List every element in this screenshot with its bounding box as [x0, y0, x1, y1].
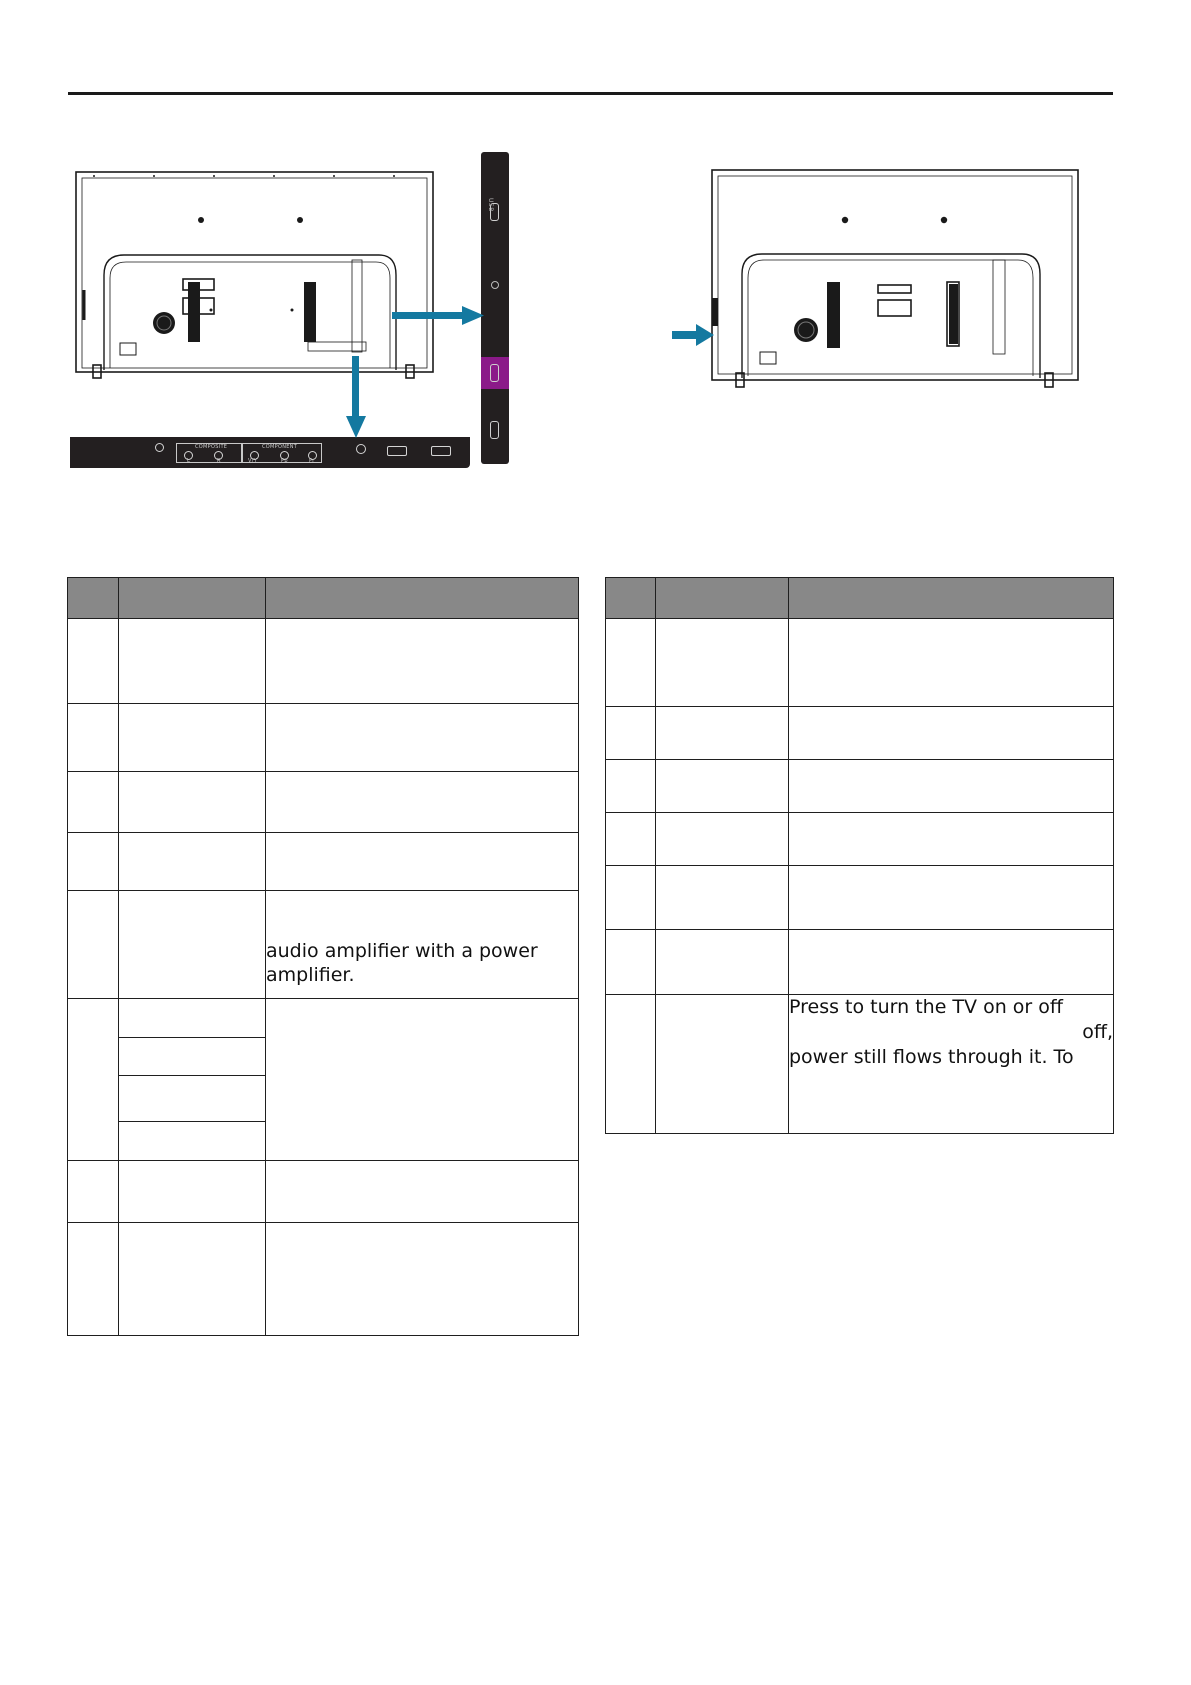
table-row — [68, 619, 579, 704]
table-row — [606, 760, 1114, 813]
row-description — [789, 619, 1114, 707]
description-line: Press to turn the TV on or off — [789, 996, 1063, 1018]
row-name — [656, 619, 789, 707]
row-description — [266, 891, 579, 999]
hdmi-port-icon — [490, 364, 499, 382]
left-spec-table — [67, 577, 579, 1336]
tv-back-illustration-left — [74, 170, 438, 390]
component-label: COMPONENT — [262, 444, 298, 450]
table-header-row — [68, 578, 579, 619]
header-cell-no — [606, 578, 656, 619]
table-row — [68, 891, 579, 999]
row-number — [68, 891, 119, 999]
row-number — [606, 707, 656, 760]
jack-label-pr: Pr — [309, 458, 315, 464]
row-number — [68, 1161, 119, 1223]
row-name — [119, 704, 266, 772]
table-row — [606, 619, 1114, 707]
jack-label-l: L — [187, 458, 191, 464]
hdmi-bottom-port-icon-2 — [431, 446, 451, 456]
jack-label-pb: Pb — [281, 458, 288, 464]
row-name — [656, 813, 789, 866]
row-name — [119, 1161, 266, 1223]
row-name — [656, 866, 789, 930]
row-name — [656, 707, 789, 760]
hdmi-port-icon-2 — [490, 421, 499, 439]
jack-label-r: R — [217, 458, 221, 464]
tv-back-illustration-right — [710, 168, 1080, 396]
table-row — [68, 704, 579, 772]
row-description — [789, 813, 1114, 866]
top-rule — [68, 92, 1113, 95]
row-name — [656, 930, 789, 995]
header-cell-item — [119, 578, 266, 619]
row-description — [789, 930, 1114, 995]
antenna-jack-icon — [155, 443, 164, 452]
table-row — [606, 813, 1114, 866]
table-row — [606, 930, 1114, 995]
row-description — [266, 772, 579, 833]
digital-audio-jack-icon — [356, 444, 366, 454]
table-row — [606, 707, 1114, 760]
row-name — [119, 999, 266, 1038]
description-line: off, — [1082, 1021, 1113, 1043]
row-description — [266, 704, 579, 772]
description-line: amplifier. — [266, 964, 355, 986]
arrow-down-icon — [346, 356, 366, 438]
row-name — [119, 891, 266, 999]
description-line: power still flows through it. To — [789, 1046, 1074, 1068]
row-number — [68, 772, 119, 833]
row-description — [789, 760, 1114, 813]
row-number — [68, 1223, 119, 1336]
row-name — [119, 833, 266, 891]
header-cell-description — [266, 578, 579, 619]
row-description — [789, 866, 1114, 930]
description-line: audio amplifier with a power — [266, 940, 538, 962]
row-name — [119, 1038, 266, 1076]
table-row — [68, 999, 579, 1038]
usb-label: USB — [487, 198, 494, 212]
row-number — [606, 930, 656, 995]
row-name — [119, 1223, 266, 1336]
header-cell-item — [656, 578, 789, 619]
row-number — [68, 833, 119, 891]
row-number — [68, 704, 119, 772]
row-name — [119, 772, 266, 833]
header-cell-no — [68, 578, 119, 619]
row-name — [119, 619, 266, 704]
table-header-row — [606, 578, 1114, 619]
row-number — [68, 619, 119, 704]
row-description — [789, 995, 1114, 1134]
table-row — [606, 866, 1114, 930]
row-description — [266, 619, 579, 704]
table-row — [68, 833, 579, 891]
row-description — [266, 1223, 579, 1336]
arrow-right-icon-2 — [672, 324, 714, 346]
side-connector-panel — [481, 152, 509, 464]
row-description — [266, 1161, 579, 1223]
row-name — [119, 1076, 266, 1122]
row-name — [656, 760, 789, 813]
row-description — [789, 707, 1114, 760]
side-jack-icon — [491, 281, 499, 289]
table-row — [606, 995, 1114, 1134]
row-name — [119, 1122, 266, 1161]
row-number — [606, 866, 656, 930]
row-number — [606, 760, 656, 813]
arrow-right-icon — [392, 306, 484, 326]
row-number — [606, 619, 656, 707]
jack-label-vy: V/Y — [248, 458, 258, 464]
row-number — [606, 995, 656, 1134]
row-description — [266, 999, 579, 1161]
row-number — [68, 999, 119, 1161]
table-row — [68, 1161, 579, 1223]
right-spec-table — [605, 577, 1114, 1134]
row-number — [606, 813, 656, 866]
composite-label: COMPOSITE — [195, 444, 228, 450]
hdmi-bottom-port-icon — [387, 446, 407, 456]
row-name — [656, 995, 789, 1134]
row-description — [266, 833, 579, 891]
header-cell-description — [789, 578, 1114, 619]
table-row — [68, 1223, 579, 1336]
table-row — [68, 772, 579, 833]
